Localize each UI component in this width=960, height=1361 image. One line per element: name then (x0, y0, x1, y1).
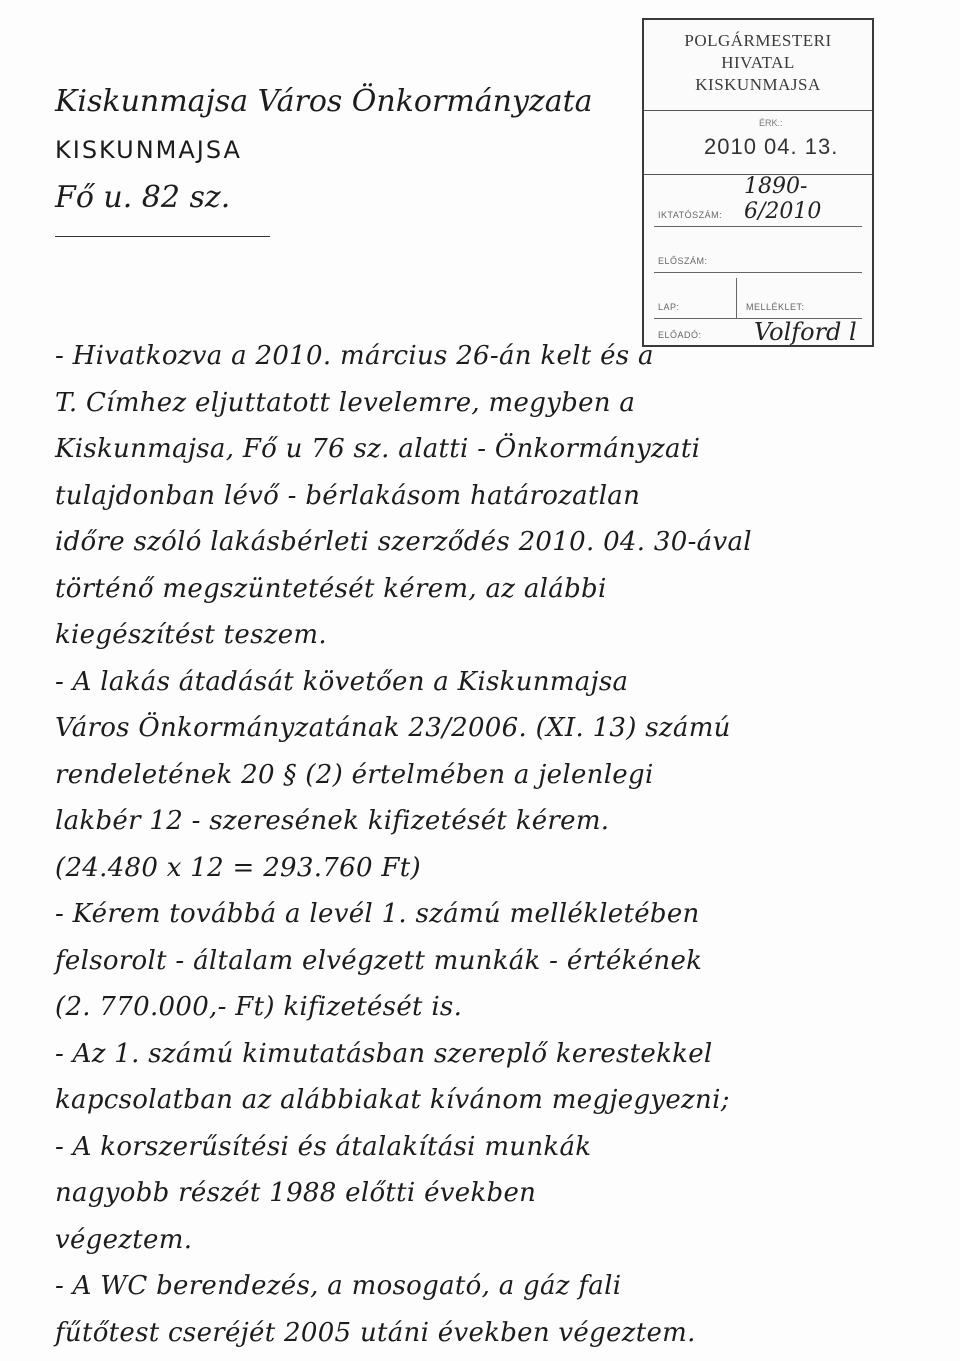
stamp-lap-label: LAP: (658, 302, 680, 312)
body-line: kiegészítést teszem. (55, 620, 327, 650)
body-line: Város Önkormányzatának 23/2006. (XI. 13) számú (55, 713, 731, 743)
sender-name: Kiskunmajsa Város Önkormányzata (55, 84, 593, 119)
body-line: T. Címhez eljuttatott levelemre, megyben a (55, 387, 636, 418)
stamp-eloszam-label: ELŐSZÁM: (658, 256, 708, 266)
sender-city: KISKUNMAJSA (55, 136, 242, 164)
stamp-header-line: POLGÁRMESTERI (684, 31, 832, 50)
body-line: - A lakás átadását követően a Kiskunmajsa (55, 666, 629, 697)
stamp-iktatoszam-value: 1890-6/2010 (744, 174, 822, 224)
stamp-eloado-label: ELŐADÓ: (658, 330, 702, 340)
stamp-melleklet-label: MELLÉKLET: (746, 302, 805, 312)
body-line: nagyobb részét 1988 előtti években (55, 1178, 537, 1208)
sender-street: Fő u. 82 sz. (55, 180, 231, 215)
stamp-row-eloszam (654, 226, 862, 273)
body-line: - Hivatkozva a 2010. március 26-án kelt és a (55, 341, 654, 371)
stamp-date: 2010 04. 13. (704, 134, 839, 159)
stamp-row-lap (654, 272, 862, 319)
body-line: lakbér 12 - szeresének kifizetését kérem. (55, 806, 610, 836)
stamp-header-line: HIVATAL (721, 53, 795, 72)
body-line: történő megszüntetését kérem, az alábbi (55, 573, 607, 604)
sender-address (55, 78, 615, 222)
body-line: időre szóló lakásbérleti szerződés 2010. 04. 30-ával (55, 527, 752, 557)
body-line: - A WC berendezés, a mosogató, a gáz fali (55, 1271, 622, 1301)
registration-stamp (642, 18, 874, 347)
stamp-date-block (644, 112, 872, 175)
body-line: - A korszerűsítési és átalakítási munkák (55, 1131, 592, 1162)
body-line: - Az 1. számú kimutatásban szereplő kerestekkel (55, 1038, 713, 1069)
address-underline (55, 236, 270, 237)
stamp-date-label: ÉRK.: (759, 118, 783, 128)
body-line: (24.480 x 12 = 293.760 Ft) (55, 852, 421, 883)
stamp-iktatoszam-label: IKTATÓSZÁM: (658, 210, 723, 220)
stamp-row-iktatoszam (654, 174, 862, 227)
body-line: felsorolt - általam elvégzett munkák - értékének (55, 945, 703, 976)
body-line: kapcsolatban az alábbiakat kívánom megjegyezni; (55, 1085, 730, 1115)
body-line: tulajdonban lévő - bérlakásom határozatlan (55, 480, 641, 511)
body-line: - Kérem továbbá a levél 1. számú mellékletében (55, 899, 700, 929)
stamp-header (644, 22, 872, 111)
stamp-header-line: KISKUNMAJSA (695, 75, 821, 94)
body-line: rendeletének 20 § (2) értelmében a jelenlegi (55, 759, 654, 790)
body-line: fűtőtest cseréjét 2005 utáni években végeztem. (55, 1317, 696, 1348)
body-line: (2. 770.000,- Ft) kifizetését is. (55, 992, 463, 1022)
body-line: Kiskunmajsa, Fő u 76 sz. alatti - Önkormányzati (55, 434, 701, 464)
letter-body (55, 333, 935, 1356)
stamp-divider (736, 278, 737, 318)
stamp-eloado-signature: Volford l (754, 318, 857, 346)
body-line: végeztem. (55, 1224, 193, 1255)
